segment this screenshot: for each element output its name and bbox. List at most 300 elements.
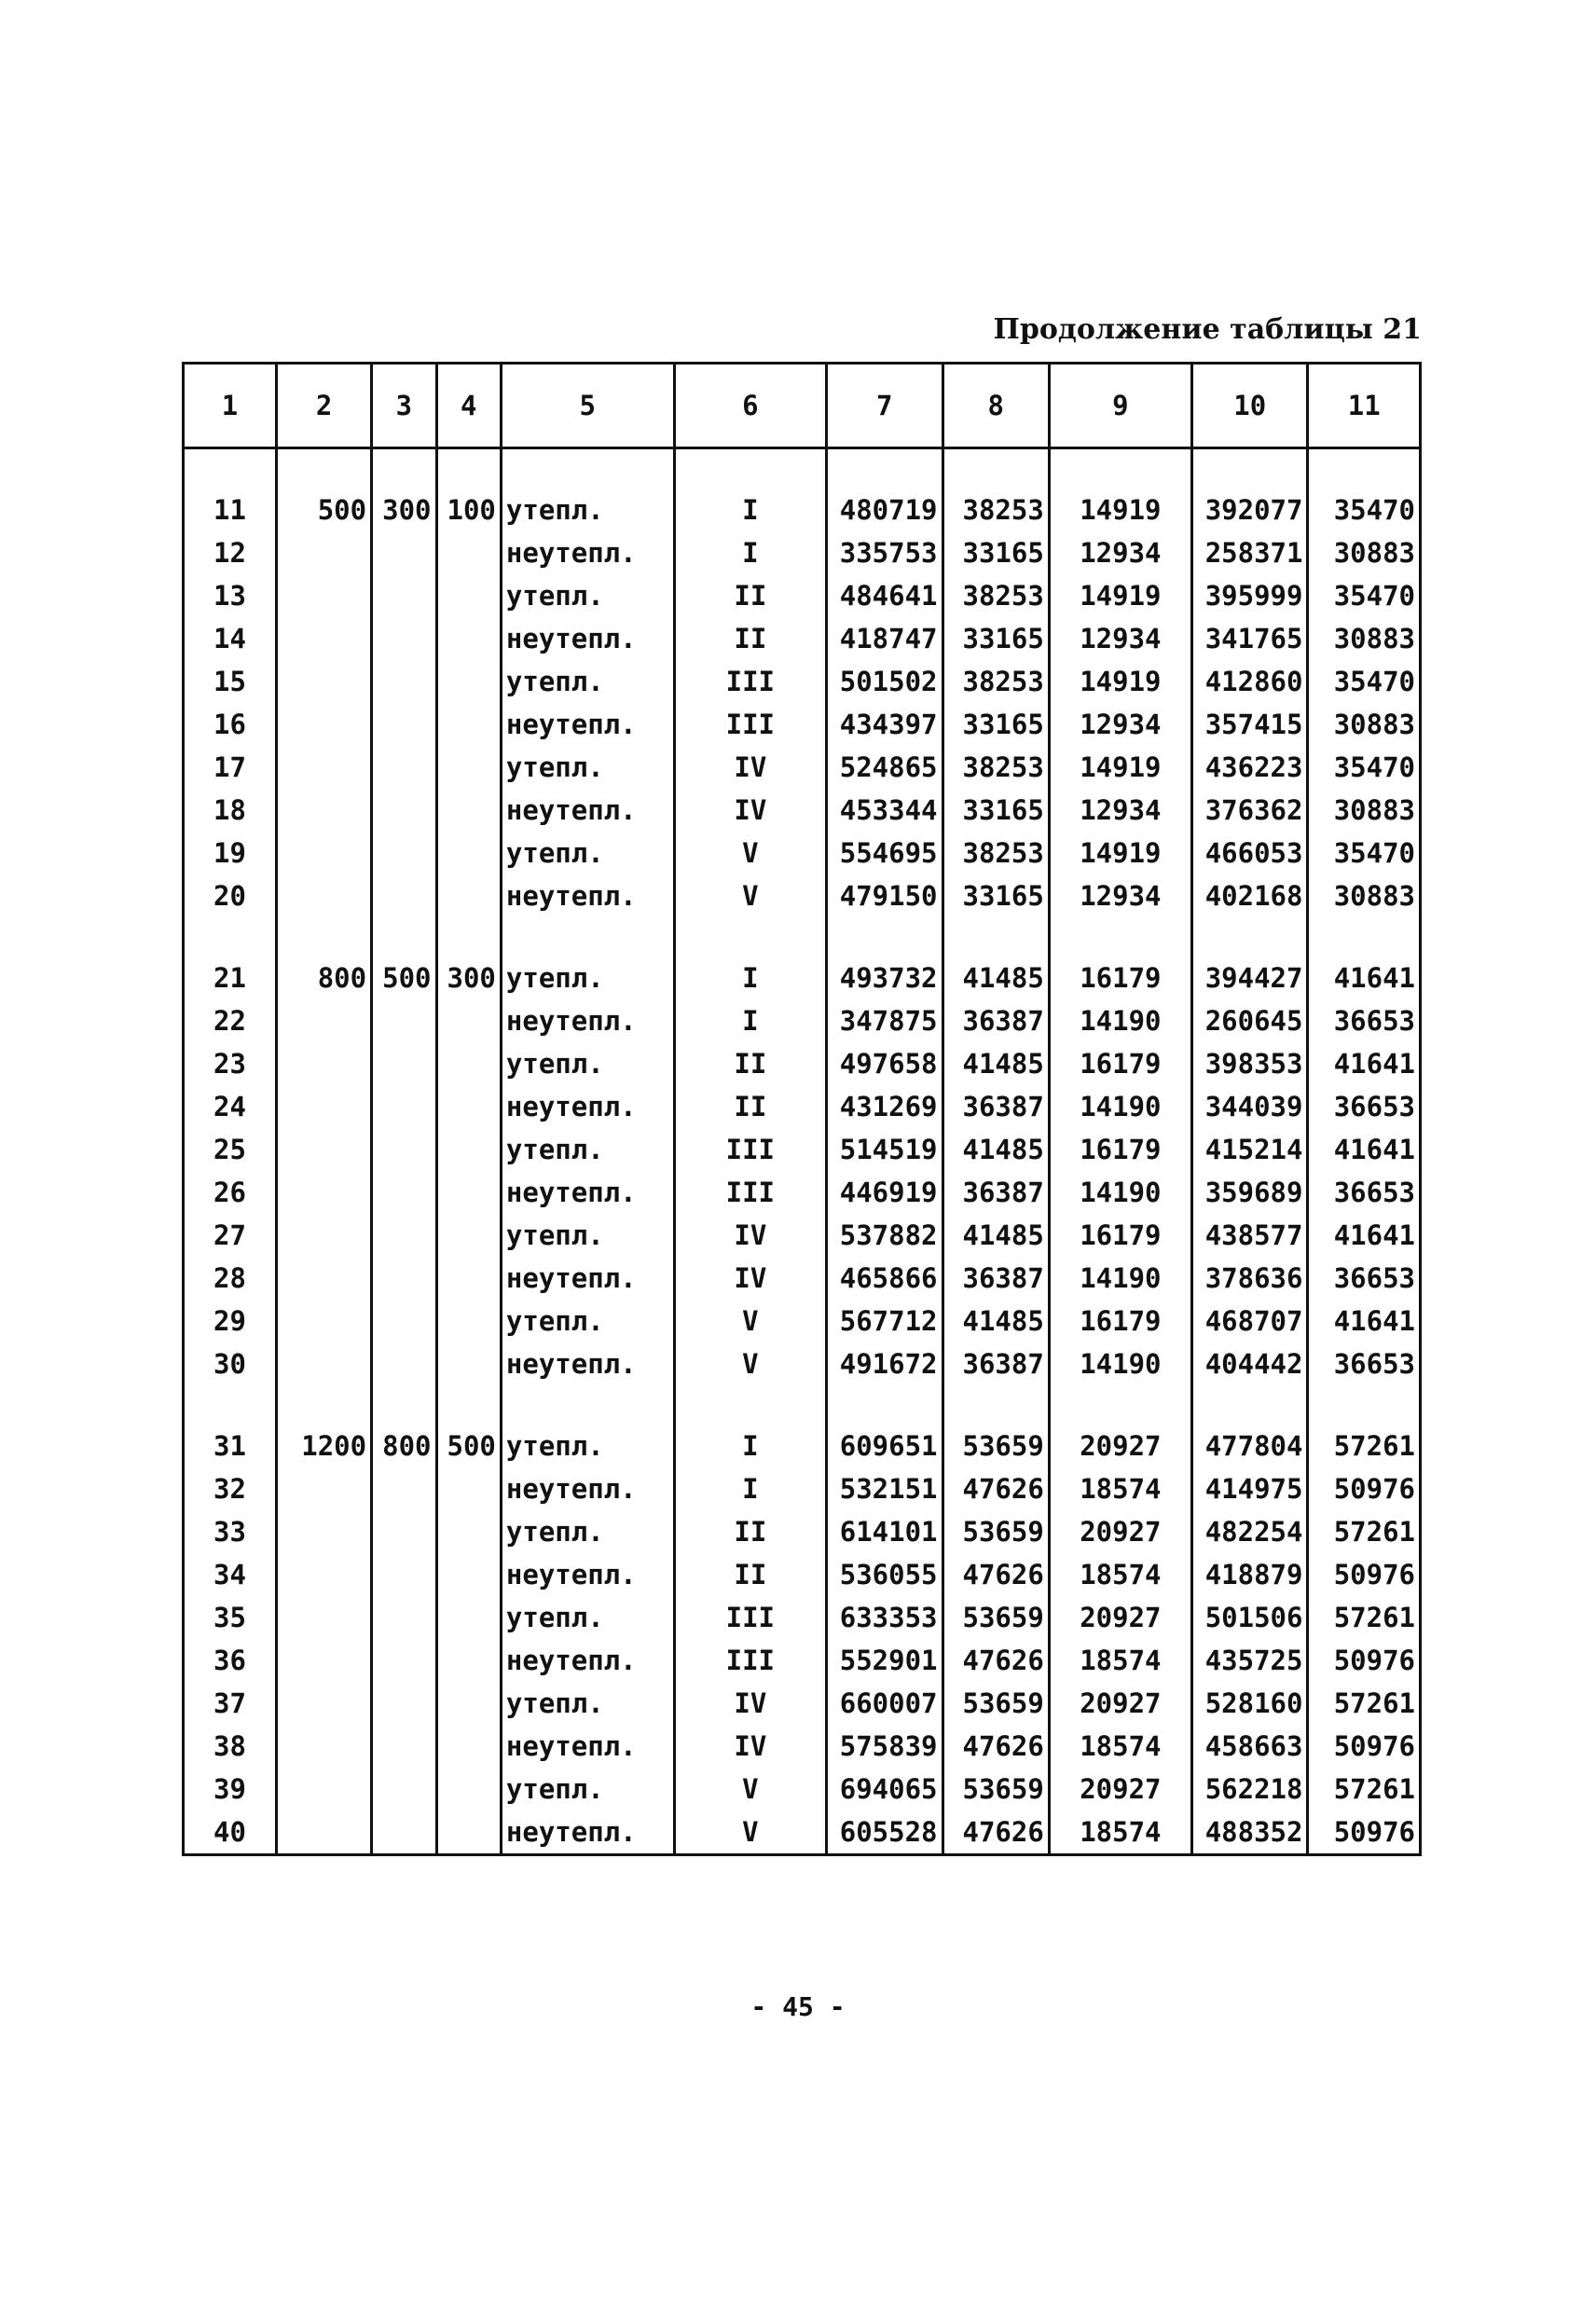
table-cell-col-8: 47626	[942, 1467, 1049, 1510]
table-cell-col-5: неутепл.	[501, 1467, 674, 1510]
header-row	[184, 364, 1421, 448]
table-row	[184, 1810, 1421, 1855]
table-cell-col-2: 1200	[277, 1425, 372, 1467]
table-cell-col-8: 47626	[942, 1725, 1049, 1768]
table-cell-col-2	[277, 789, 372, 832]
table-cell-col-3	[372, 1042, 436, 1085]
table-cell-col-3	[372, 1596, 436, 1639]
spacer-cell	[501, 917, 674, 957]
table-cell-col-5: неутепл.	[501, 1725, 674, 1768]
table-cell-col-6: III	[674, 1639, 826, 1682]
table-cell-col-2	[277, 1128, 372, 1171]
table-cell-col-11: 57261	[1308, 1682, 1421, 1725]
header-col-6: 6	[674, 364, 826, 448]
table-cell-col-4	[436, 1042, 501, 1085]
table-cell-col-2	[277, 660, 372, 703]
table-cell-col-4	[436, 1553, 501, 1596]
table-cell-col-11: 41641	[1308, 957, 1421, 999]
table-cell-col-2	[277, 1342, 372, 1385]
table-cell-col-3	[372, 1682, 436, 1725]
spacer-cell	[826, 1385, 942, 1425]
table-cell-col-1: 21	[184, 957, 277, 999]
table-cell-col-8: 36387	[942, 1171, 1049, 1214]
table-cell-col-3	[372, 1510, 436, 1553]
table-cell-col-4	[436, 1085, 501, 1128]
table-cell-col-11: 50976	[1308, 1553, 1421, 1596]
header-col-1: 1	[184, 364, 277, 448]
table-row	[184, 789, 1421, 832]
table-cell-col-2	[277, 703, 372, 746]
table-row	[184, 1042, 1421, 1085]
table-cell-col-9: 14919	[1049, 832, 1191, 874]
table-cell-col-10: 435725	[1191, 1639, 1308, 1682]
table-cell-col-2	[277, 832, 372, 874]
table-row	[184, 1553, 1421, 1596]
table-cell-col-5: утепл.	[501, 1768, 674, 1810]
table-cell-col-5: неутепл.	[501, 1171, 674, 1214]
table-cell-col-7: 532151	[826, 1467, 942, 1510]
spacer-cell	[372, 1385, 436, 1425]
table-cell-col-3	[372, 789, 436, 832]
table-cell-col-11: 36653	[1308, 999, 1421, 1042]
table-cell-col-1: 15	[184, 660, 277, 703]
table-cell-col-8: 33165	[942, 789, 1049, 832]
table-cell-col-5: неутепл.	[501, 1085, 674, 1128]
table-cell-col-6: III	[674, 1128, 826, 1171]
table-cell-col-9: 20927	[1049, 1510, 1191, 1553]
table-cell-col-6: V	[674, 1810, 826, 1855]
spacer-cell	[942, 917, 1049, 957]
table-cell-col-2: 500	[277, 489, 372, 531]
table-cell-col-7: 694065	[826, 1768, 942, 1810]
table-cell-col-8: 33165	[942, 874, 1049, 917]
table-cell-col-6: II	[674, 1553, 826, 1596]
table-cell-col-2: 800	[277, 957, 372, 999]
table-cell-col-5: утепл.	[501, 1128, 674, 1171]
table-cell-col-1: 32	[184, 1467, 277, 1510]
table-cell-col-11: 30883	[1308, 874, 1421, 917]
table-cell-col-6: IV	[674, 1725, 826, 1768]
table-cell-col-2	[277, 1682, 372, 1725]
table-cell-col-5: неутепл.	[501, 999, 674, 1042]
table-cell-col-9: 12934	[1049, 617, 1191, 660]
table-cell-col-9: 18574	[1049, 1553, 1191, 1596]
spacer-cell	[277, 917, 372, 957]
table-cell-col-11: 41641	[1308, 1042, 1421, 1085]
table-cell-col-2	[277, 1725, 372, 1768]
table-cell-col-9: 20927	[1049, 1596, 1191, 1639]
table-cell-col-11: 41641	[1308, 1128, 1421, 1171]
table-cell-col-4	[436, 1467, 501, 1510]
table-cell-col-7: 493732	[826, 957, 942, 999]
table-cell-col-2	[277, 1467, 372, 1510]
table-cell-col-1: 20	[184, 874, 277, 917]
table-cell-col-6: IV	[674, 1257, 826, 1300]
table-cell-col-1: 18	[184, 789, 277, 832]
table-cell-col-3	[372, 1214, 436, 1257]
table-cell-col-3: 300	[372, 489, 436, 531]
table-cell-col-7: 567712	[826, 1300, 942, 1342]
table-cell-col-10: 418879	[1191, 1553, 1308, 1596]
table-cell-col-8: 53659	[942, 1768, 1049, 1810]
table-cell-col-4	[436, 1300, 501, 1342]
spacer-cell	[674, 917, 826, 957]
table-cell-col-3	[372, 1810, 436, 1855]
table-cell-col-7: 552901	[826, 1639, 942, 1682]
table-cell-col-10: 415214	[1191, 1128, 1308, 1171]
table-cell-col-5: утепл.	[501, 957, 674, 999]
table-cell-col-1: 19	[184, 832, 277, 874]
table-caption: Продолжение таблицы 21	[993, 313, 1422, 346]
header-col-8: 8	[942, 364, 1049, 448]
table-cell-col-9: 14190	[1049, 1171, 1191, 1214]
table-cell-col-3	[372, 1639, 436, 1682]
table-cell-col-6: V	[674, 1300, 826, 1342]
table-cell-col-3	[372, 1725, 436, 1768]
group-spacer	[184, 917, 1421, 957]
table-cell-col-3	[372, 832, 436, 874]
table-cell-col-1: 37	[184, 1682, 277, 1725]
table-cell-col-1: 34	[184, 1553, 277, 1596]
table-row	[184, 531, 1421, 574]
table-cell-col-1: 31	[184, 1425, 277, 1467]
table-cell-col-7: 633353	[826, 1596, 942, 1639]
table-cell-col-9: 18574	[1049, 1639, 1191, 1682]
table-cell-col-1: 14	[184, 617, 277, 660]
data-table	[182, 362, 1422, 1856]
header-col-4: 4	[436, 364, 501, 448]
table-cell-col-8: 41485	[942, 957, 1049, 999]
table-row	[184, 1596, 1421, 1639]
table-cell-col-3	[372, 1342, 436, 1385]
table-cell-col-8: 33165	[942, 617, 1049, 660]
table-cell-col-4	[436, 531, 501, 574]
table-cell-col-9: 14919	[1049, 660, 1191, 703]
table-cell-col-10: 398353	[1191, 1042, 1308, 1085]
table-cell-col-4	[436, 1128, 501, 1171]
table-cell-col-11: 50976	[1308, 1810, 1421, 1855]
table-cell-col-3	[372, 703, 436, 746]
table-cell-col-6: V	[674, 874, 826, 917]
table-cell-col-8: 41485	[942, 1128, 1049, 1171]
table-cell-col-8: 53659	[942, 1510, 1049, 1553]
table-row	[184, 660, 1421, 703]
table-cell-col-10: 394427	[1191, 957, 1308, 999]
table-cell-col-6: I	[674, 999, 826, 1042]
table-cell-col-6: I	[674, 957, 826, 999]
table-cell-col-3	[372, 1257, 436, 1300]
table-cell-col-7: 434397	[826, 703, 942, 746]
table-cell-col-2	[277, 1171, 372, 1214]
table-cell-col-1: 38	[184, 1725, 277, 1768]
table-cell-col-9: 12934	[1049, 789, 1191, 832]
table-cell-col-5: утепл.	[501, 489, 674, 531]
table-cell-col-11: 30883	[1308, 789, 1421, 832]
table-cell-col-9: 14190	[1049, 1257, 1191, 1300]
table-cell-col-7: 453344	[826, 789, 942, 832]
table-cell-col-5: утепл.	[501, 832, 674, 874]
table-cell-col-3	[372, 617, 436, 660]
table-cell-col-5: неутепл.	[501, 1257, 674, 1300]
table-cell-col-10: 528160	[1191, 1682, 1308, 1725]
table-cell-col-10: 414975	[1191, 1467, 1308, 1510]
spacer-cell	[184, 917, 277, 957]
header-col-2: 2	[277, 364, 372, 448]
spacer-cell	[826, 917, 942, 957]
table-row	[184, 489, 1421, 531]
table-cell-col-2	[277, 1257, 372, 1300]
page-number: - 45 -	[750, 1991, 846, 2022]
table-cell-col-4	[436, 999, 501, 1042]
header-col-10: 10	[1191, 364, 1308, 448]
table-cell-col-9: 16179	[1049, 957, 1191, 999]
table-cell-col-3	[372, 660, 436, 703]
table-cell-col-4	[436, 574, 501, 617]
table-cell-col-3	[372, 531, 436, 574]
table-cell-col-10: 477804	[1191, 1425, 1308, 1467]
group-spacer	[184, 1385, 1421, 1425]
table-cell-col-8: 36387	[942, 999, 1049, 1042]
table-cell-col-8: 53659	[942, 1425, 1049, 1467]
table-cell-col-3	[372, 1085, 436, 1128]
table-cell-col-11: 36653	[1308, 1257, 1421, 1300]
table-cell-col-8: 53659	[942, 1596, 1049, 1639]
table-row	[184, 1085, 1421, 1128]
table-cell-col-8: 41485	[942, 1300, 1049, 1342]
table-cell-col-11: 50976	[1308, 1467, 1421, 1510]
table-cell-col-4	[436, 617, 501, 660]
table-cell-col-7: 614101	[826, 1510, 942, 1553]
spacer-cell	[372, 448, 436, 489]
table-cell-col-9: 14190	[1049, 1085, 1191, 1128]
table-cell-col-5: утепл.	[501, 1682, 674, 1725]
table-cell-col-9: 20927	[1049, 1425, 1191, 1467]
table-cell-col-7: 347875	[826, 999, 942, 1042]
table-cell-col-11: 50976	[1308, 1725, 1421, 1768]
table-cell-col-10: 395999	[1191, 574, 1308, 617]
table-cell-col-11: 41641	[1308, 1300, 1421, 1342]
table-cell-col-4	[436, 703, 501, 746]
table-cell-col-7: 605528	[826, 1810, 942, 1855]
spacer-cell	[674, 448, 826, 489]
table-cell-col-9: 14919	[1049, 574, 1191, 617]
table-cell-col-1: 24	[184, 1085, 277, 1128]
table-cell-col-6: I	[674, 1467, 826, 1510]
table-cell-col-4	[436, 1171, 501, 1214]
table-cell-col-4	[436, 1510, 501, 1553]
table-cell-col-6: V	[674, 1768, 826, 1810]
spacer-cell	[436, 1385, 501, 1425]
table-cell-col-5: утепл.	[501, 1596, 674, 1639]
table-cell-col-3	[372, 874, 436, 917]
table-cell-col-8: 38253	[942, 746, 1049, 789]
spacer-cell	[674, 1385, 826, 1425]
spacer-cell	[277, 448, 372, 489]
table-cell-col-10: 359689	[1191, 1171, 1308, 1214]
table-row	[184, 1171, 1421, 1214]
table-cell-col-9: 14190	[1049, 999, 1191, 1042]
table-cell-col-3	[372, 1128, 436, 1171]
table-cell-col-5: неутепл.	[501, 531, 674, 574]
table-cell-col-4	[436, 746, 501, 789]
table-cell-col-9: 12934	[1049, 531, 1191, 574]
table-row	[184, 1639, 1421, 1682]
spacer-cell	[1308, 1385, 1421, 1425]
table-cell-col-8: 33165	[942, 703, 1049, 746]
table-cell-col-10: 562218	[1191, 1768, 1308, 1810]
table-cell-col-2	[277, 1596, 372, 1639]
table-cell-col-7: 524865	[826, 746, 942, 789]
table-cell-col-10: 378636	[1191, 1257, 1308, 1300]
spacer-cell	[436, 917, 501, 957]
table-cell-col-3	[372, 1300, 436, 1342]
table-cell-col-9: 14919	[1049, 746, 1191, 789]
table-cell-col-10: 468707	[1191, 1300, 1308, 1342]
spacer-cell	[942, 1385, 1049, 1425]
table-cell-col-9: 16179	[1049, 1042, 1191, 1085]
table-cell-col-10: 436223	[1191, 746, 1308, 789]
table-cell-col-3	[372, 1553, 436, 1596]
table-cell-col-2	[277, 1510, 372, 1553]
table-cell-col-11: 30883	[1308, 531, 1421, 574]
table-cell-col-11: 35470	[1308, 660, 1421, 703]
table-cell-col-11: 36653	[1308, 1171, 1421, 1214]
table-row	[184, 1300, 1421, 1342]
table-cell-col-7: 446919	[826, 1171, 942, 1214]
table-cell-col-9: 16179	[1049, 1214, 1191, 1257]
table-cell-col-9: 16179	[1049, 1300, 1191, 1342]
table-cell-col-8: 53659	[942, 1682, 1049, 1725]
table-cell-col-11: 35470	[1308, 574, 1421, 617]
table-row	[184, 574, 1421, 617]
table-cell-col-5: утепл.	[501, 1300, 674, 1342]
table-cell-col-2	[277, 1810, 372, 1855]
table-cell-col-7: 660007	[826, 1682, 942, 1725]
table-cell-col-7: 418747	[826, 617, 942, 660]
spacer-cell	[1308, 917, 1421, 957]
table-cell-col-6: II	[674, 1042, 826, 1085]
table-cell-col-6: II	[674, 1510, 826, 1553]
table-cell-col-11: 36653	[1308, 1342, 1421, 1385]
table-cell-col-8: 36387	[942, 1257, 1049, 1300]
table-cell-col-6: II	[674, 617, 826, 660]
table-cell-col-10: 402168	[1191, 874, 1308, 917]
table-cell-col-4: 500	[436, 1425, 501, 1467]
table-cell-col-8: 47626	[942, 1553, 1049, 1596]
table-cell-col-4	[436, 1810, 501, 1855]
table-cell-col-6: III	[674, 703, 826, 746]
table-cell-col-9: 18574	[1049, 1725, 1191, 1768]
table-cell-col-6: IV	[674, 1214, 826, 1257]
table-cell-col-7: 479150	[826, 874, 942, 917]
table-cell-col-8: 33165	[942, 531, 1049, 574]
table-cell-col-11: 30883	[1308, 617, 1421, 660]
table-cell-col-9: 14190	[1049, 1342, 1191, 1385]
table-cell-col-6: IV	[674, 1682, 826, 1725]
table-cell-col-11: 57261	[1308, 1425, 1421, 1467]
table-cell-col-10: 501506	[1191, 1596, 1308, 1639]
table-cell-col-5: неутепл.	[501, 1639, 674, 1682]
table-cell-col-5: неутепл.	[501, 617, 674, 660]
table-cell-col-2	[277, 1768, 372, 1810]
table-cell-col-1: 13	[184, 574, 277, 617]
table-cell-col-1: 25	[184, 1128, 277, 1171]
table-row	[184, 1257, 1421, 1300]
table-cell-col-9: 16179	[1049, 1128, 1191, 1171]
table-cell-col-1: 33	[184, 1510, 277, 1553]
table-cell-col-1: 36	[184, 1639, 277, 1682]
table-cell-col-10: 341765	[1191, 617, 1308, 660]
table-row	[184, 1342, 1421, 1385]
table-cell-col-1: 11	[184, 489, 277, 531]
table-cell-col-3: 800	[372, 1425, 436, 1467]
table-cell-col-7: 465866	[826, 1257, 942, 1300]
table-cell-col-5: неутепл.	[501, 789, 674, 832]
table-cell-col-8: 47626	[942, 1810, 1049, 1855]
table-cell-col-6: III	[674, 660, 826, 703]
table-cell-col-2	[277, 531, 372, 574]
table-row	[184, 1128, 1421, 1171]
table-row	[184, 703, 1421, 746]
table-cell-col-2	[277, 999, 372, 1042]
table-cell-col-3	[372, 1467, 436, 1510]
spacer-cell	[1308, 448, 1421, 489]
table-cell-col-5: неутепл.	[501, 1553, 674, 1596]
table-cell-col-7: 480719	[826, 489, 942, 531]
table-cell-col-11: 50976	[1308, 1639, 1421, 1682]
table-cell-col-10: 376362	[1191, 789, 1308, 832]
table-cell-col-11: 57261	[1308, 1596, 1421, 1639]
table-row	[184, 1682, 1421, 1725]
table-cell-col-5: утепл.	[501, 1510, 674, 1553]
table-cell-col-10: 438577	[1191, 1214, 1308, 1257]
table-cell-col-1: 35	[184, 1596, 277, 1639]
table-cell-col-1: 22	[184, 999, 277, 1042]
table-row	[184, 832, 1421, 874]
table-cell-col-7: 514519	[826, 1128, 942, 1171]
spacer-cell	[501, 448, 674, 489]
table-cell-col-7: 536055	[826, 1553, 942, 1596]
table-row	[184, 1725, 1421, 1768]
table-cell-col-1: 29	[184, 1300, 277, 1342]
table-cell-col-10: 482254	[1191, 1510, 1308, 1553]
table-cell-col-7: 537882	[826, 1214, 942, 1257]
table-cell-col-1: 40	[184, 1810, 277, 1855]
table-cell-col-11: 35470	[1308, 746, 1421, 789]
table-cell-col-10: 344039	[1191, 1085, 1308, 1128]
table-cell-col-4: 100	[436, 489, 501, 531]
table-cell-col-5: неутепл.	[501, 703, 674, 746]
table-cell-col-11: 30883	[1308, 703, 1421, 746]
table-cell-col-2	[277, 1639, 372, 1682]
table-cell-col-10: 458663	[1191, 1725, 1308, 1768]
table-cell-col-7: 431269	[826, 1085, 942, 1128]
table-cell-col-1: 39	[184, 1768, 277, 1810]
table-cell-col-5: утепл.	[501, 746, 674, 789]
table-cell-col-3	[372, 1171, 436, 1214]
table-cell-col-5: утепл.	[501, 1042, 674, 1085]
table-cell-col-10: 488352	[1191, 1810, 1308, 1855]
table-cell-col-3	[372, 1768, 436, 1810]
table-cell-col-10: 404442	[1191, 1342, 1308, 1385]
table-cell-col-3	[372, 574, 436, 617]
table-cell-col-1: 23	[184, 1042, 277, 1085]
table-cell-col-5: утепл.	[501, 1214, 674, 1257]
table-cell-col-4	[436, 1214, 501, 1257]
spacer-cell	[184, 448, 277, 489]
table-cell-col-11: 41641	[1308, 1214, 1421, 1257]
table-cell-col-9: 20927	[1049, 1682, 1191, 1725]
